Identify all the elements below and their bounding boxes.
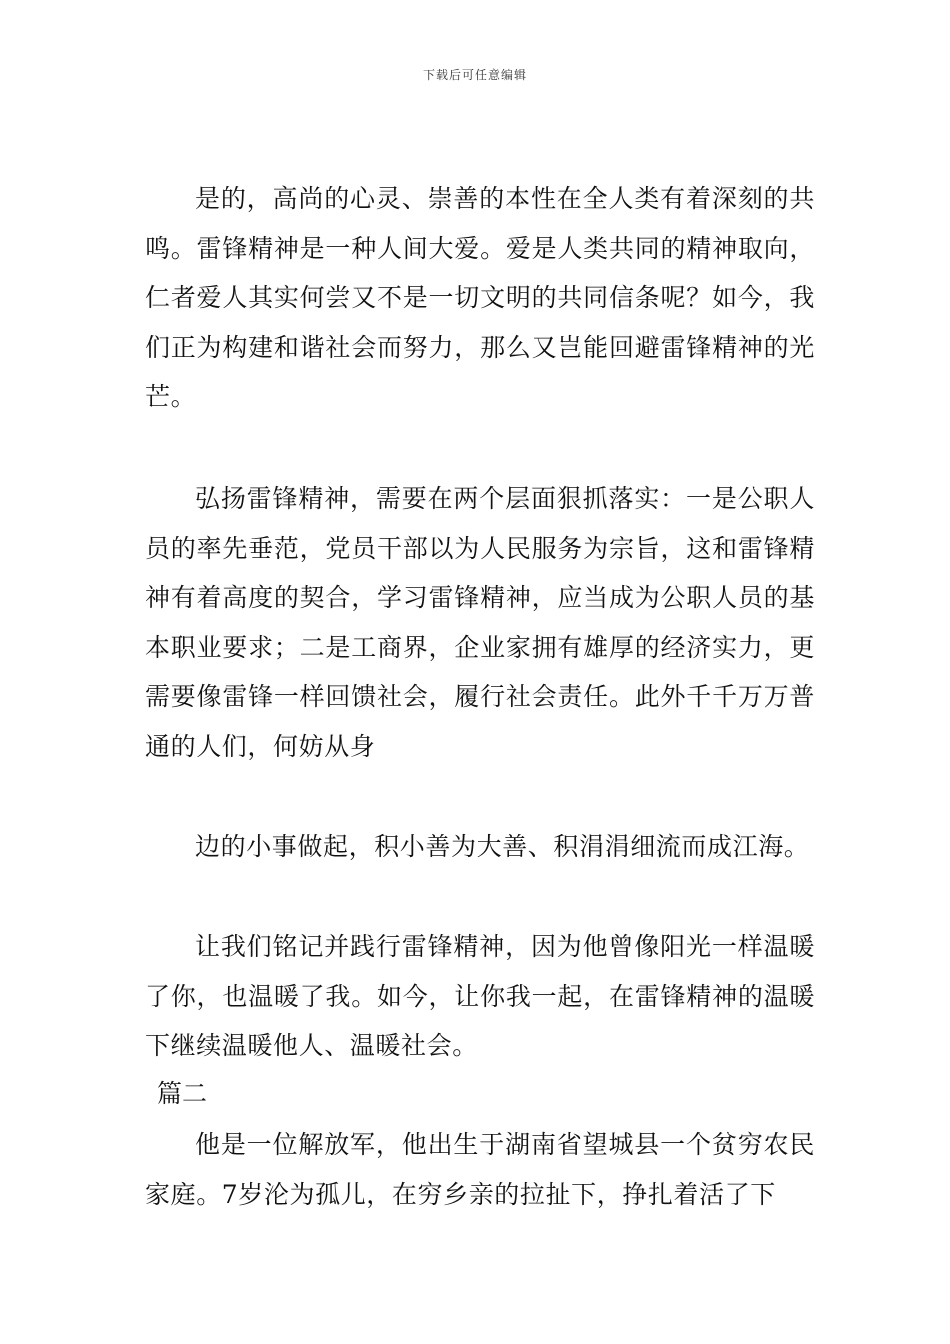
paragraph-2: 弘扬雷锋精神，需要在两个层面狠抓落实：一是公职人员的率先垂范，党员干部以为人民服务为宗旨，这和雷锋精神有着高度的契合，学习雷锋精神，应当成为公职人员的基本职业要求；二是工商界，企业家拥有雄厚的经济实力，更需要像雷锋一样回馈社会，履行社会责任。此外千千万万普通的人们，何妨从身 (145, 484, 815, 761)
page-header: 下载后可任意编辑 (422, 68, 527, 82)
section-heading: 篇二 (157, 1079, 208, 1108)
paragraph-1: 是的，高尚的心灵、崇善的本性在全人类有着深刻的共鸣。雷锋精神是一种人间大爱。爱是人类共同的精神取向，仁者爱人其实何尝又不是一切文明的共同信条呢？如今，我们正为构建和谐社会而努力，那么又岂能回避雷锋精神的光芒。 (145, 184, 815, 411)
paragraph-4: 让我们铭记并践行雷锋精神，因为他曾像阳光一样温暖了你，也温暖了我。如今，让你我一起，在雷锋精神的温暖下继续温暖他人、温暖社会。 (145, 932, 815, 1060)
paragraph-3: 边的小事做起，积小善为大善、积涓涓细流而成江海。 (195, 832, 810, 861)
section-paragraph: 他是一位解放军，他出生于湖南省望城县一个贫穷农民家庭。7岁沦为孤儿，在穷乡亲的拉扯下，挣扎着活了下 (145, 1130, 815, 1209)
